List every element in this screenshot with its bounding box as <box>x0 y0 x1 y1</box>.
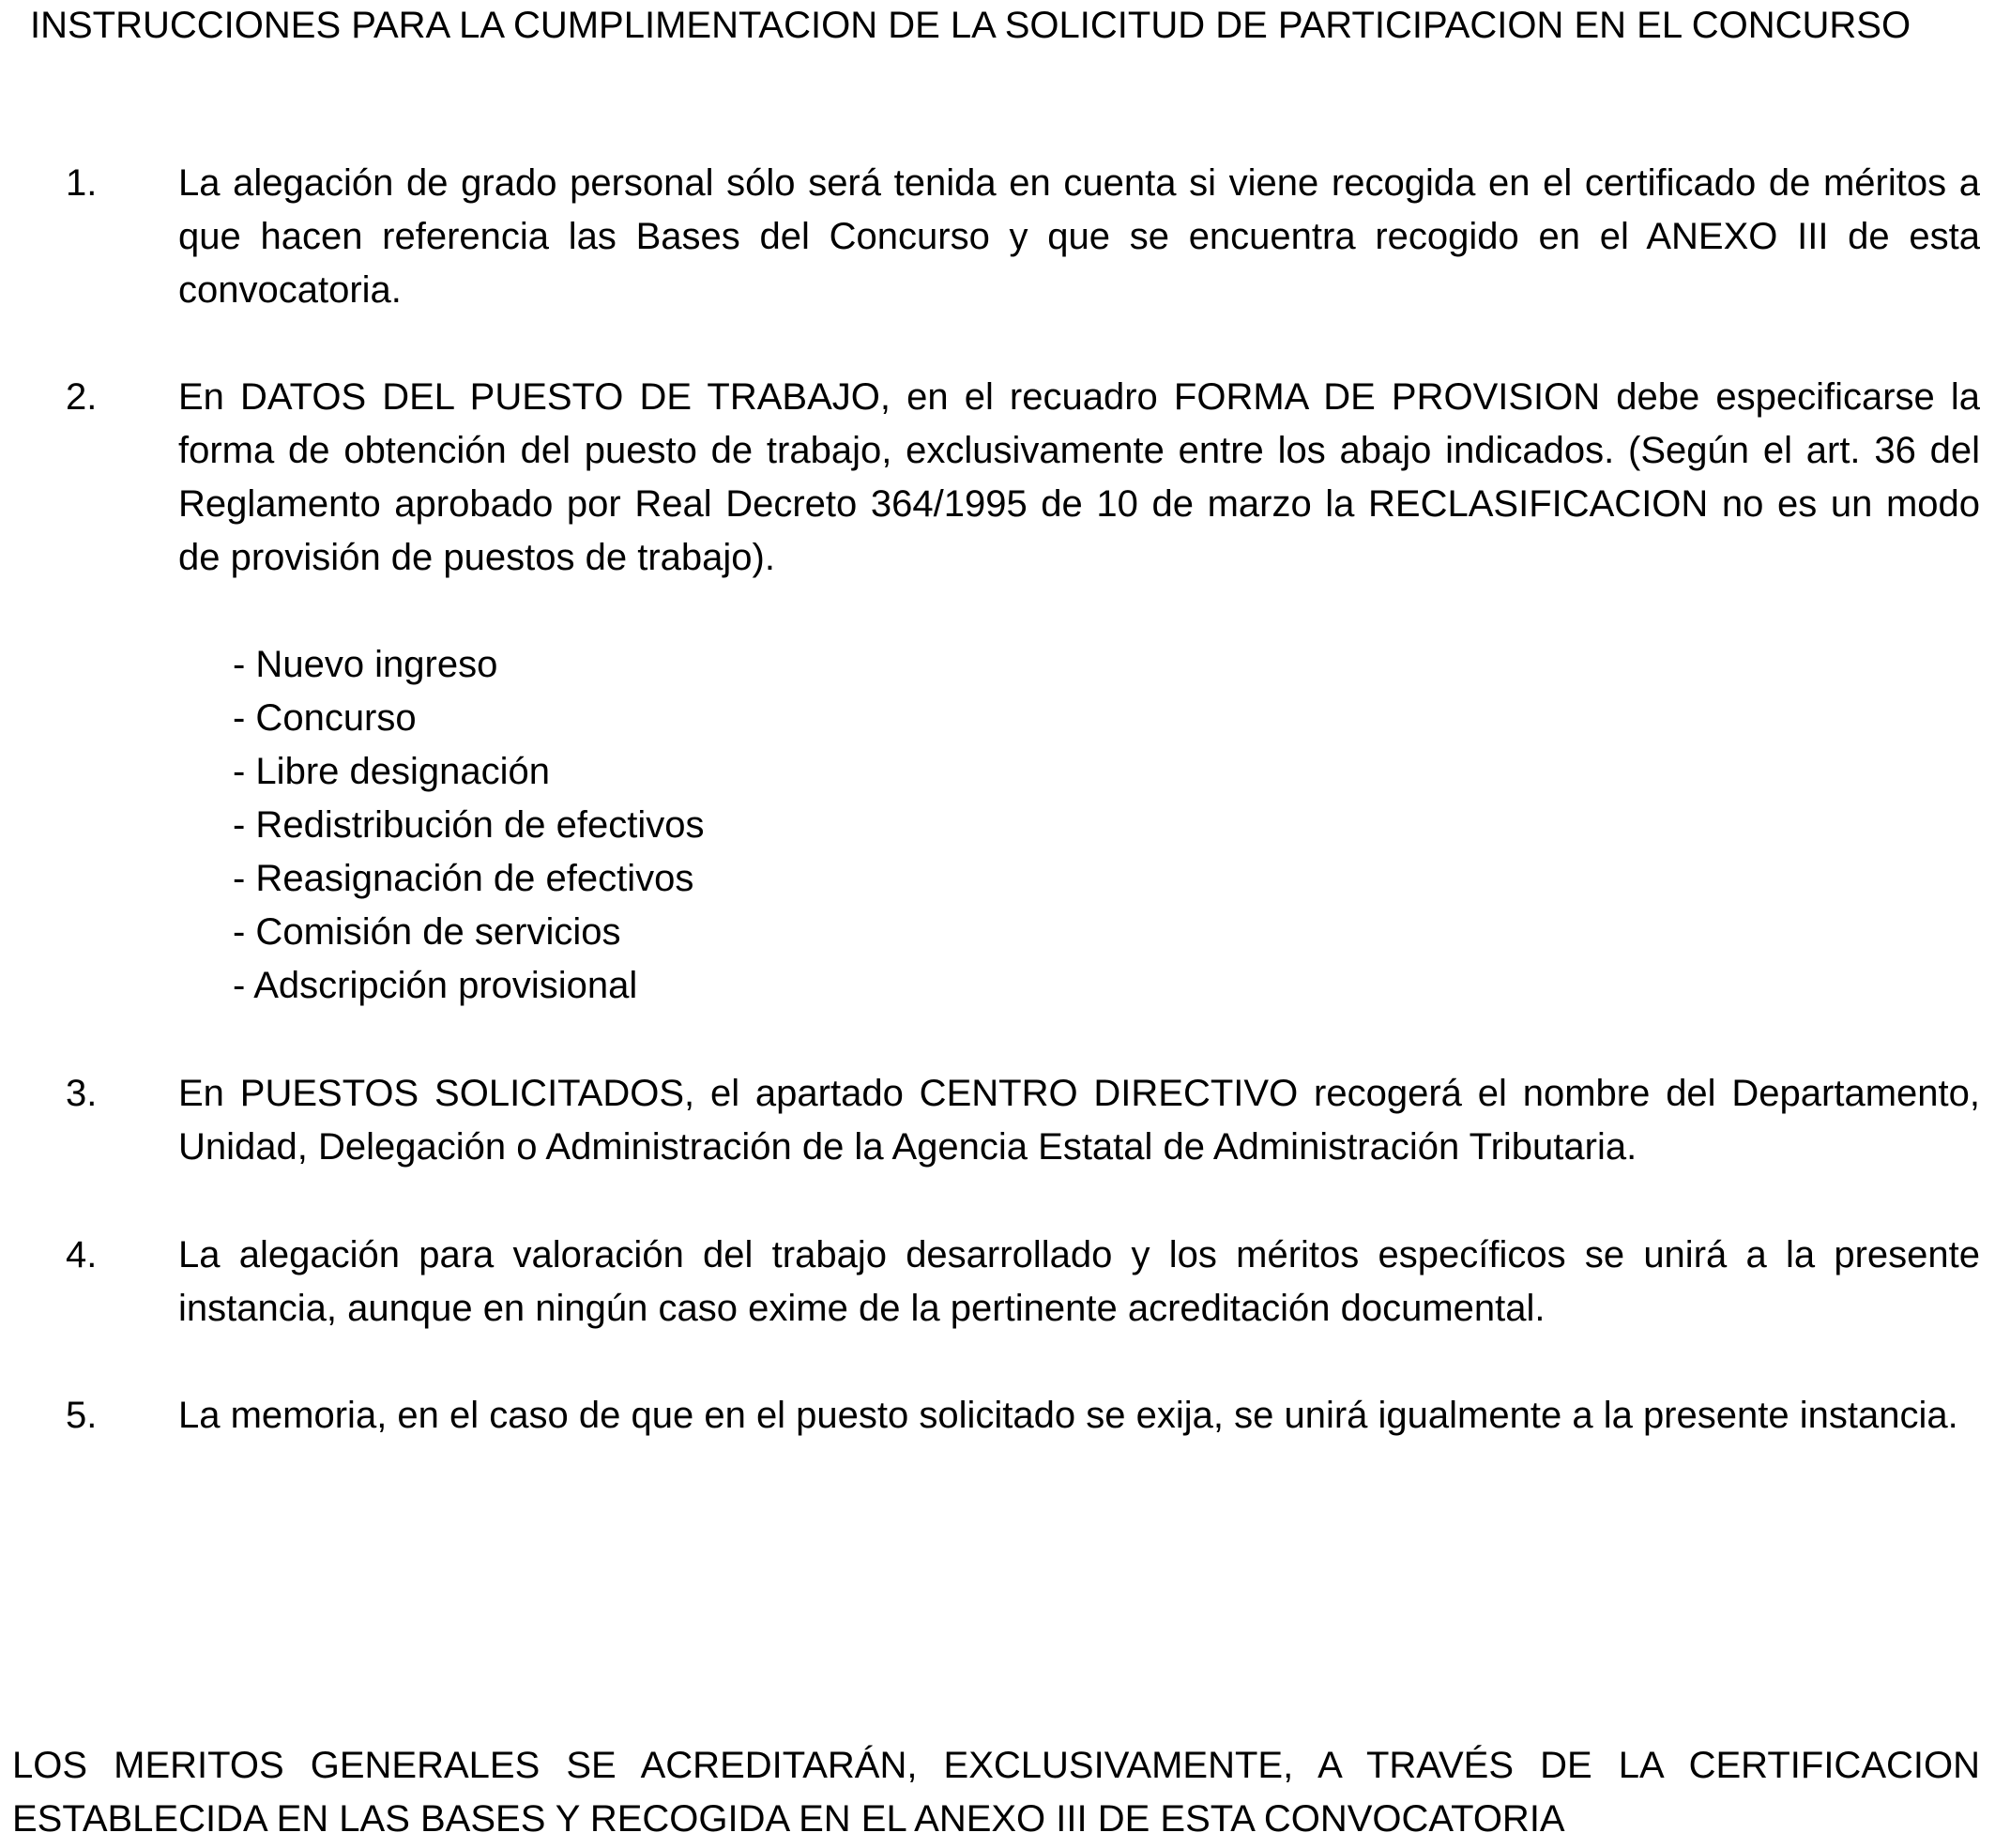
item-text <box>178 157 1980 317</box>
list-item: - Adscripción provisional <box>233 965 638 1006</box>
item-text <box>178 1229 1980 1336</box>
provision-forms-list <box>233 638 1980 1013</box>
item-number: 4. <box>66 1234 98 1275</box>
notice-line-1: LOS MERITOS GENERALES SE ACREDITARÁN, EXCLUSIVAMENTE, A TRAVÉS DE LA CERTIFICACION <box>12 1745 1980 1786</box>
item-paragraph: En DATOS DEL PUESTO DE TRABAJO, en el recuadro FORMA DE PROVISION debe especificarse la forma de obtención del puesto de trabajo, exclusivamente entre los abajo indicados. (Según el art. 36 del Reglamento aprobado por Real Decreto 364/1995 de 10 de marzo la RECLASIFICACION no es un modo de provisión de puestos de trabajo). <box>178 376 1980 578</box>
item-paragraph: La alegación de grado personal sólo será tenida en cuenta si viene recogida en el certificado de méritos a que hacen referencia las Bases del Concurso y que se encuentra recogido en el ANEXO III de esta convocatoria. <box>178 162 1980 311</box>
item-paragraph: La memoria, en el caso de que en el puesto solicitado se exija, se unirá igualmente a la presente instancia. <box>178 1395 1958 1436</box>
item-number: 1. <box>66 162 98 204</box>
item-text <box>178 1067 1980 1174</box>
instruction-item-4 <box>66 1229 1980 1336</box>
item-paragraph: En PUESTOS SOLICITADOS, el apartado CENTRO DIRECTIVO recogerá el nombre del Departamento, Unidad, Delegación o Administración de la Agencia Estatal de Administración Tributaria. <box>178 1073 1980 1168</box>
list-item: - Nuevo ingreso <box>233 644 498 685</box>
list-item: - Comisión de servicios <box>233 911 621 953</box>
instruction-item-1 <box>66 157 1980 317</box>
list-item: - Redistribución de efectivos <box>233 804 705 846</box>
item-paragraph: La alegación para valoración del trabajo desarrollado y los méritos específicos se unirá a la presente instancia, aunque en ningún caso exime de la pertinente acreditación documental. <box>178 1234 1980 1329</box>
list-item: - Libre designación <box>233 751 550 792</box>
instruction-item-3 <box>66 1067 1980 1174</box>
instruction-item-5 <box>66 1389 1980 1443</box>
item-number: 3. <box>66 1073 98 1114</box>
document-title: INSTRUCCIONES PARA LA CUMPLIMENTACION DE LA SOLICITUD DE PARTICIPACION EN EL CONCURSO <box>30 5 1911 46</box>
list-item: - Reasignación de efectivos <box>233 858 694 899</box>
instruction-item-2 <box>66 371 1980 1013</box>
item-text <box>178 1389 1980 1443</box>
item-text <box>178 371 1980 1013</box>
general-merits-notice <box>12 1739 1980 1846</box>
list-item: - Concurso <box>233 697 417 739</box>
item-number: 2. <box>66 376 98 418</box>
item-number: 5. <box>66 1395 98 1436</box>
notice-line-2: ESTABLECIDA EN LAS BASES Y RECOGIDA EN EL ANEXO III DE ESTA CONVOCATORIA <box>12 1798 1565 1840</box>
